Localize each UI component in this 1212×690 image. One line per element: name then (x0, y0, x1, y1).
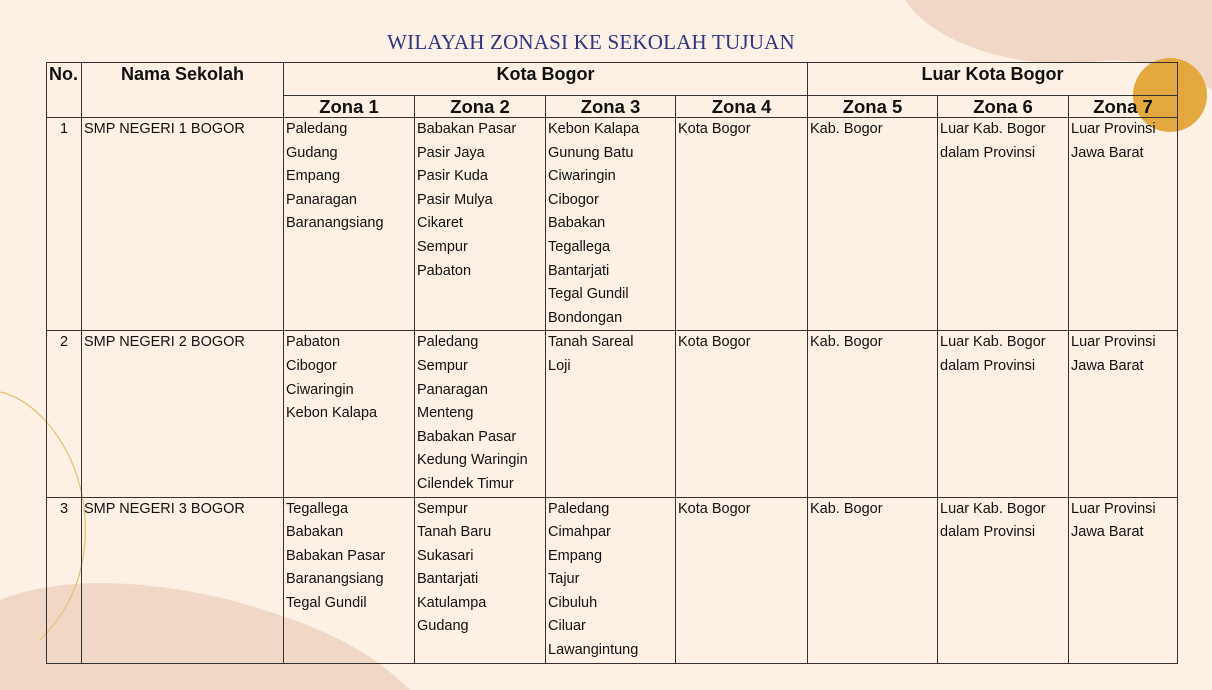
area-name: Pabaton (417, 262, 472, 279)
area-name: Babakan Pasar (417, 121, 517, 137)
area-name: Gudang (417, 618, 469, 635)
area-name: Kota Bogor (678, 500, 751, 517)
header-zona-4: Zona 4 (676, 96, 808, 118)
area-name: Bantarjati (548, 262, 610, 279)
area-name: Pasir Jaya (417, 144, 485, 161)
area-name: Babakan Pasar (286, 547, 386, 564)
header-school: Nama Sekolah (82, 63, 284, 118)
area-name: Pabaton (286, 334, 341, 351)
area-name: Tegallega (548, 238, 611, 255)
area-name: Gudang (286, 144, 338, 161)
area-name: Gunung Batu (548, 144, 634, 161)
zona-2-cell (415, 497, 546, 663)
header-zona-3: Zona 3 (546, 96, 676, 118)
area-name: Empang (286, 168, 341, 185)
area-name: Tegallega (286, 500, 349, 517)
area-name: Ciwaringin (286, 381, 354, 398)
zona-1-cell (284, 331, 415, 497)
area-name: Empang (548, 547, 603, 564)
area-name: Kebon Kalapa (286, 405, 378, 422)
area-name: Kebon Kalapa (548, 121, 640, 137)
zona-7-cell (1069, 331, 1178, 497)
area-name: dalam Provinsi (940, 144, 1036, 161)
area-name: Panaragan (417, 381, 488, 398)
header-zona-6: Zona 6 (938, 96, 1069, 118)
header-luar-kota-bogor: Luar Kota Bogor (808, 63, 1178, 96)
area-name: Cibogor (286, 357, 337, 374)
area-name: Luar Kab. Bogor (940, 121, 1046, 137)
area-name: Loji (548, 357, 571, 374)
area-name: Baranangsiang (286, 571, 384, 588)
header-kota-bogor: Kota Bogor (284, 63, 808, 96)
zona-2-cell (415, 331, 546, 497)
zona-6-cell (938, 118, 1069, 331)
zona-5-cell (808, 497, 938, 663)
zona-4-cell (676, 331, 808, 497)
area-name: Tegal Gundil (548, 286, 629, 303)
area-name: Kota Bogor (678, 334, 751, 351)
zona-4-cell (676, 497, 808, 663)
area-name: Menteng (417, 405, 474, 422)
zona-6-cell (938, 331, 1069, 497)
area-name: Jawa Barat (1071, 144, 1144, 161)
area-name: Babakan (548, 215, 606, 232)
table-row (47, 497, 1178, 663)
area-name: Panaragan (286, 191, 357, 208)
area-name: Cibogor (548, 191, 599, 208)
area-name: Paledang (417, 334, 479, 351)
row-number: 2 (47, 331, 82, 497)
area-name: Paledang (548, 500, 610, 517)
zona-3-cell (546, 497, 676, 663)
area-name: Kota Bogor (678, 121, 751, 137)
row-number: 3 (47, 497, 82, 663)
area-name: Luar Provinsi (1071, 500, 1156, 517)
area-name: Lawangintung (548, 642, 639, 659)
header-zona-5: Zona 5 (808, 96, 938, 118)
area-name: dalam Provinsi (940, 524, 1036, 541)
table-row (47, 118, 1178, 331)
area-name: Kedung Waringin (417, 452, 528, 469)
area-name: Luar Provinsi (1071, 121, 1156, 137)
area-name: Bantarjati (417, 571, 479, 588)
area-name: Luar Kab. Bogor (940, 500, 1046, 517)
area-name: Tegal Gundil (286, 594, 367, 611)
zonasi-table (46, 62, 1178, 664)
area-name: Cikaret (417, 215, 463, 232)
zona-3-cell (546, 118, 676, 331)
header-zona-1: Zona 1 (284, 96, 415, 118)
area-name: Sempur (417, 500, 468, 517)
area-name: Cibuluh (548, 594, 598, 611)
area-name: Babakan (286, 524, 344, 541)
area-name: Bondongan (548, 309, 623, 326)
area-name: Cimahpar (548, 524, 611, 541)
area-name: Kab. Bogor (810, 121, 883, 137)
area-name: Ciluar (548, 618, 586, 635)
zona-4-cell (676, 118, 808, 331)
area-name: Jawa Barat (1071, 357, 1144, 374)
zona-1-cell (284, 497, 415, 663)
header-zona-2: Zona 2 (415, 96, 546, 118)
area-name: Katulampa (417, 594, 487, 611)
area-name: Pasir Mulya (417, 191, 493, 208)
area-name: Luar Provinsi (1071, 334, 1156, 351)
area-name: Tanah Sareal (548, 334, 634, 351)
table-row (47, 331, 1178, 497)
area-name: Tanah Baru (417, 524, 492, 541)
school-name: SMP NEGERI 1 BOGOR (82, 118, 284, 331)
row-number: 1 (47, 118, 82, 331)
area-name: Kab. Bogor (810, 334, 883, 351)
zona-5-cell (808, 118, 938, 331)
zona-5-cell (808, 331, 938, 497)
area-name: Babakan Pasar (417, 428, 517, 445)
school-name: SMP NEGERI 3 BOGOR (82, 497, 284, 663)
zona-2-cell (415, 118, 546, 331)
area-name: Sempur (417, 357, 468, 374)
area-name: dalam Provinsi (940, 357, 1036, 374)
area-name: Ciwaringin (548, 168, 616, 185)
zona-1-cell (284, 118, 415, 331)
area-name: Sempur (417, 238, 468, 255)
header-zona-7: Zona 7 (1069, 96, 1178, 118)
area-name: Tajur (548, 571, 580, 588)
zona-7-cell (1069, 118, 1178, 331)
area-name: Paledang (286, 121, 348, 137)
zona-6-cell (938, 497, 1069, 663)
area-name: Pasir Kuda (417, 168, 488, 185)
page-title: WILAYAH ZONASI KE SEKOLAH TUJUAN (387, 30, 795, 54)
area-name: Kab. Bogor (810, 500, 883, 517)
zona-7-cell (1069, 497, 1178, 663)
header-no: No. (47, 63, 82, 118)
area-name: Sukasari (417, 547, 474, 564)
area-name: Baranangsiang (286, 215, 384, 232)
area-name: Cilendek Timur (417, 475, 514, 492)
zona-3-cell (546, 331, 676, 497)
school-name: SMP NEGERI 2 BOGOR (82, 331, 284, 497)
area-name: Luar Kab. Bogor (940, 334, 1046, 351)
area-name: Jawa Barat (1071, 524, 1144, 541)
